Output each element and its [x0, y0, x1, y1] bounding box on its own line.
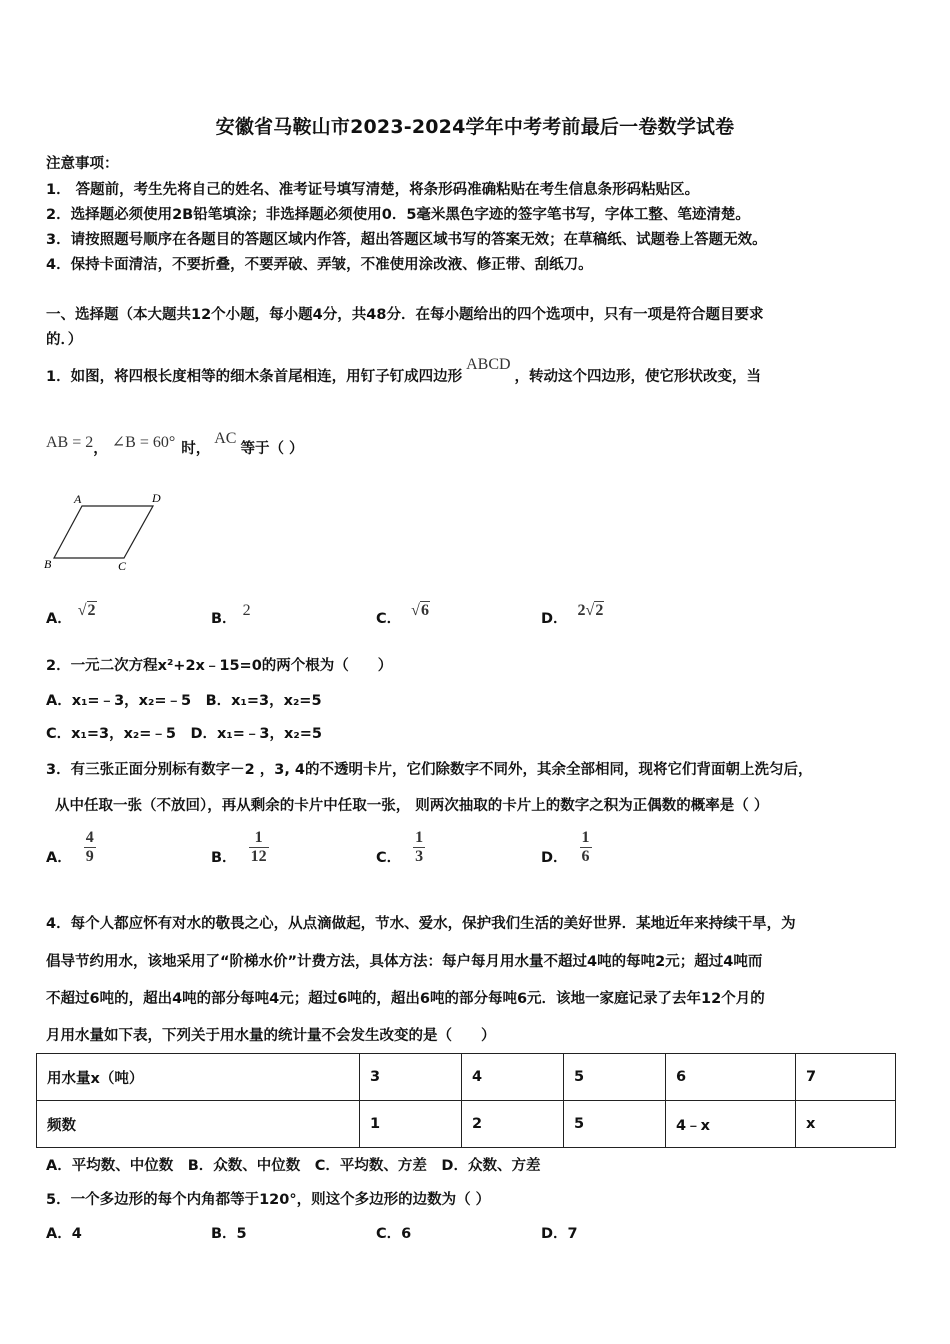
table-cell: x — [796, 1101, 896, 1148]
q5-stem: 5．一个多边形的每个内角都等于120°，则这个多边形的边数为（ ） — [46, 1192, 491, 1208]
q1-cond-ab: AB = 2 — [46, 434, 94, 451]
table-cell: 频数 — [37, 1101, 360, 1148]
q4-stem-line3: 不超过6吨的，超出4吨的部分每吨4元；超过6吨的，超出6吨的部分每吨6元．该地一家庭记录了去年12个月的 — [46, 991, 765, 1007]
table-cell: 4﹣x — [666, 1101, 796, 1148]
table-cell: 6 — [666, 1054, 796, 1101]
q1-option-b — [211, 602, 251, 628]
q1-option-d-radicand: 2 — [595, 602, 604, 619]
table-cell: 1 — [360, 1101, 462, 1148]
q2-options-row2: C．x₁=3，x₂=﹣5 D．x₁=﹣3，x₂=5 — [46, 726, 322, 742]
q3-option-a-num: 4 — [85, 829, 94, 846]
q1-stem — [46, 356, 762, 386]
vertex-label-a: A — [74, 492, 82, 506]
q1-option-c-radicand: 6 — [420, 602, 429, 619]
q1-option-a — [46, 602, 97, 628]
table-row — [37, 1054, 896, 1101]
q3-option-a — [46, 828, 96, 867]
q3-option-d-num: 1 — [581, 829, 590, 846]
q5-option-d: D．7 — [541, 1226, 578, 1242]
q3-stem-line2: 从中任取一张（不放回），再从剩余的卡片中任取一张， 则两次抽取的卡片上的数字之积为正偶数的概率是（ ） — [55, 798, 769, 814]
q3-option-b-num: 1 — [254, 829, 263, 846]
q3-option-d-den: 6 — [581, 848, 590, 865]
q3-stem-line1: 3．有三张正面分别标有数字－2 ，3, 4的不透明卡片，它们除数字不同外，其余全部相同，现将它们背面朝上洗匀后， — [46, 762, 813, 778]
q3-option-a-den: 9 — [85, 848, 94, 865]
q3-option-b-label: B． — [211, 850, 237, 866]
q1-option-b-value: 2 — [242, 602, 251, 619]
q1-math-ac: AC — [214, 430, 237, 447]
section-heading-line2: 的．） — [46, 332, 83, 348]
q3-option-c-num: 1 — [415, 829, 424, 846]
table-cell: 用水量x（吨） — [37, 1054, 360, 1101]
q1-option-a-value: √2 — [77, 602, 96, 619]
notice-item-2: 2．选择题必须使用2B铅笔填涂；非选择题必须使用0．5毫米黑色字迹的签字笔书写，字体工整、笔迹清楚。 — [46, 207, 750, 223]
q1-option-b-label: B． — [211, 611, 237, 627]
q5-option-a: A．4 — [46, 1226, 82, 1242]
vertex-label-c: C — [118, 559, 127, 573]
vertex-label-d: D — [152, 491, 161, 505]
q1-option-c — [376, 602, 430, 628]
q1-math-abcd: ABCD — [466, 356, 511, 373]
q1-option-d-value: 2√2 — [577, 602, 604, 619]
table-cell: 2 — [462, 1101, 564, 1148]
table-cell: 7 — [796, 1054, 896, 1101]
notice-heading: 注意事项： — [46, 156, 119, 172]
q3-option-b — [211, 828, 269, 867]
q4-stem-line4: 月用水量如下表，下列关于用水量的统计量不会发生改变的是（ ） — [46, 1028, 496, 1044]
q3-option-c-den: 3 — [415, 848, 424, 865]
page-title: 安徽省马鞍山市2023-2024学年中考考前最后一卷数学试卷 — [215, 116, 735, 138]
q1-cond-angle: ∠B = 60° — [111, 434, 176, 451]
q1-option-a-label: A． — [46, 611, 72, 627]
parallelogram-figure — [40, 488, 170, 574]
table-cell: 3 — [360, 1054, 462, 1101]
parallelogram-shape — [54, 506, 153, 558]
q3-option-c-fraction — [413, 829, 425, 866]
q3-option-c-label: C． — [376, 850, 402, 866]
q1-option-d-coef: 2 — [577, 602, 586, 619]
q1-text-c: 时， — [181, 441, 211, 457]
q1-option-c-label: C． — [376, 611, 402, 627]
q4-options: A．平均数、中位数 B．众数、中位数 C．平均数、方差 D．众数、方差 — [46, 1158, 541, 1174]
q1-text-a: 1．如图，将四根长度相等的细木条首尾相连，用钉子钉成四边形 — [46, 369, 463, 385]
q1-sep: ， — [93, 441, 108, 457]
table-row — [37, 1101, 896, 1148]
q1-option-a-radicand: 2 — [87, 602, 96, 619]
q3-option-b-den: 12 — [250, 848, 267, 865]
q3-option-a-fraction — [84, 829, 96, 866]
notice-item-1: 1． 答题前，考生先将自己的姓名、准考证号填写清楚，将条形码准确粘贴在考生信息条形码粘贴区。 — [46, 182, 700, 198]
water-usage-table — [36, 1053, 896, 1148]
q4-stem-line1: 4．每个人都应怀有对水的敬畏之心，从点滴做起，节水、爱水，保护我们生活的美好世界．某地近年来持续干旱，为 — [46, 916, 796, 932]
q2-options-row1: A．x₁=﹣3，x₂=﹣5 B．x₁=3，x₂=5 — [46, 693, 322, 709]
q1-text-b: ，转动这个四边形，使它形状改变，当 — [514, 369, 762, 385]
q5-option-c: C．6 — [376, 1226, 412, 1242]
notice-item-4: 4．保持卡面清洁，不要折叠，不要弄破、弄皱，不准使用涂改液、修正带、刮纸刀。 — [46, 257, 593, 273]
q2-stem: 2．一元二次方程x²+2x﹣15=0的两个根为（ ） — [46, 658, 393, 674]
notice-item-3: 3．请按照题号顺序在各题目的答题区域内作答，超出答题区域书写的答案无效；在草稿纸、试题卷上答题无效。 — [46, 232, 767, 248]
section-heading-line1: 一、选择题（本大题共12个小题，每小题4分，共48分．在每小题给出的四个选项中，只有一项是符合题目要求 — [46, 307, 764, 323]
table-cell: 4 — [462, 1054, 564, 1101]
q3-option-b-fraction — [249, 829, 269, 866]
table-cell: 5 — [564, 1101, 666, 1148]
q1-text-d: 等于（ ） — [240, 441, 304, 457]
table-cell: 5 — [564, 1054, 666, 1101]
q3-option-d — [541, 828, 592, 867]
q1-option-c-value: √6 — [411, 602, 429, 619]
q4-stem-line2: 倡导节约用水，该地采用了“阶梯水价”计费方法，具体方法：每户每月用水量不超过4吨的每吨2元；超过4吨而 — [46, 954, 763, 970]
vertex-label-b: B — [44, 557, 52, 571]
q3-option-c — [376, 828, 425, 867]
q1-option-d-label: D． — [541, 611, 568, 627]
q3-option-d-label: D． — [541, 850, 568, 866]
q3-option-d-fraction — [580, 829, 592, 866]
q5-option-b: B．5 — [211, 1226, 247, 1242]
q3-option-a-label: A． — [46, 850, 72, 866]
q1-option-d — [541, 602, 604, 628]
q1-condition — [46, 430, 304, 458]
